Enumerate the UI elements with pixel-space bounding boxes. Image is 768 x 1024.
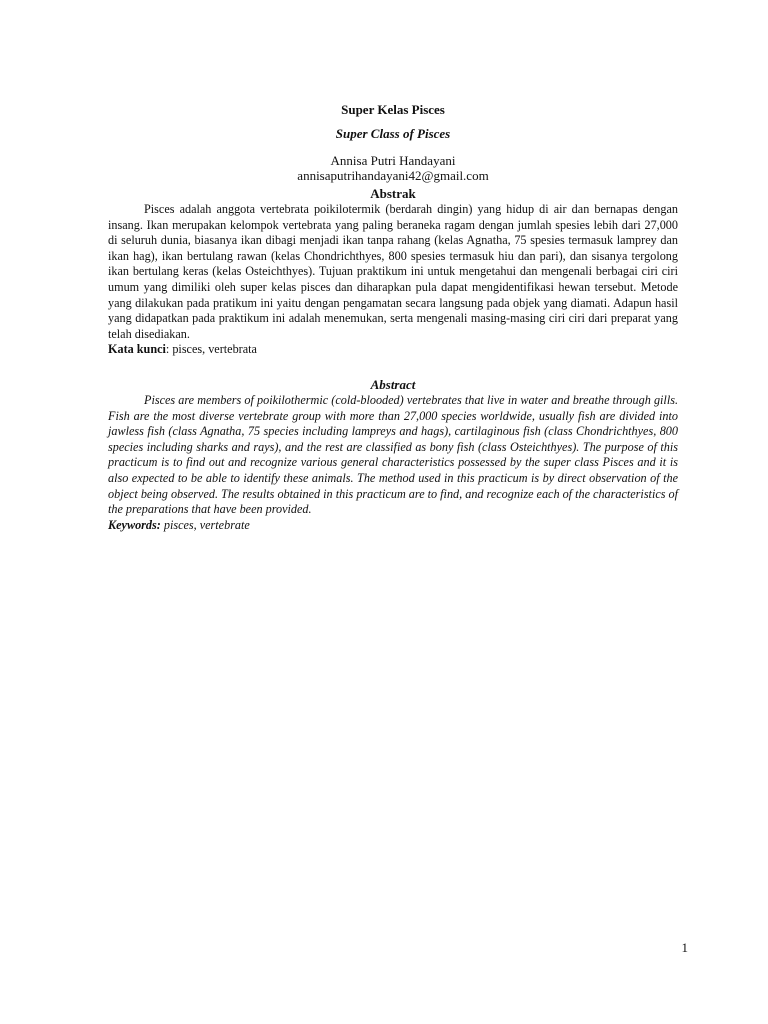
abstrak-body: Pisces adalah anggota vertebrata poikilotermik (berdarah dingin) yang hidup di air dan bernapas dengan insang. Ikan merupakan kelompok vertebrata yang paling beraneka ragam dengan jumlah spesies lebih dari 27,000 di seluruh dunia, biasanya ikan dibagi menjadi ikan tanpa rahang (kelas Agnatha, 75 spesies termasuk lamprey dan ikan hag), ikan bertulang rawan (kelas Chondrichthyes, 800 spesies termasuk hiu dan pari), dan sisanya tergolong ikan bertulang keras (kelas Osteichthyes). Tujuan praktikum ini untuk mengetahui dan mengenali berbagai ciri ciri umum yang dimiliki oleh super kelas pisces dan diharapkan pula dapat mengidentifikasi hewan tersebut. Metode yang dilakukan pada pratikum ini yaitu dengan pengamatan secara langsung pada objek yang diamati. Adapun hasil yang didapatkan pada praktikum ini adalah menemukan, serta mengenali masing-masing ciri ciri dari preparat yang telah disediakan. [108, 202, 678, 341]
paper-subtitle: Super Class of Pisces [335, 126, 451, 141]
paper-title: Super Kelas Pisces [341, 102, 445, 117]
abstract-keywords-label: Keywords: [108, 517, 161, 532]
abstrak-keywords-value: : pisces, vertebrata [165, 342, 257, 357]
author-email: annisaputrihandayani42@gmail.com [297, 168, 489, 183]
abstrak-section [108, 186, 678, 358]
abstrak-keywords-label: Kata kunci [108, 342, 166, 357]
author-name: Annisa Putri Handayani [330, 153, 456, 168]
abstract-keywords-value: pisces, vertebrate [160, 517, 250, 532]
abstrak-keywords [108, 342, 678, 358]
abstract-keywords [108, 518, 678, 534]
abstract-heading: Abstract [370, 376, 416, 392]
page-content [108, 102, 678, 533]
abstrak-heading: Abstrak [370, 186, 416, 201]
abstract-body: Pisces are members of poikilothermic (cold-blooded) vertebrates that live in water and breathe through gills. Fish are the most diverse vertebrate group with more than 27,000 species worldwide, usually fish are divided into jawless fish (class Agnatha, 75 species including lampreys and hags), cartilaginous fish (class Chondrichthyes, 800 species including sharks and rays), and the rest are classified as bony fish (class Osteichthyes). The purpose of this practicum is to find out and recognize various general characteristics possessed by the super class Pisces and it is also expected to be able to identify these animals. The method used in this practicum is by direct observation of the object being observed. The results obtained in this practicum are to find, and recognize each of the characteristics of the preparations that have been provided. [108, 392, 679, 517]
page-number: 1 [681, 940, 688, 955]
abstract-section [108, 377, 678, 533]
